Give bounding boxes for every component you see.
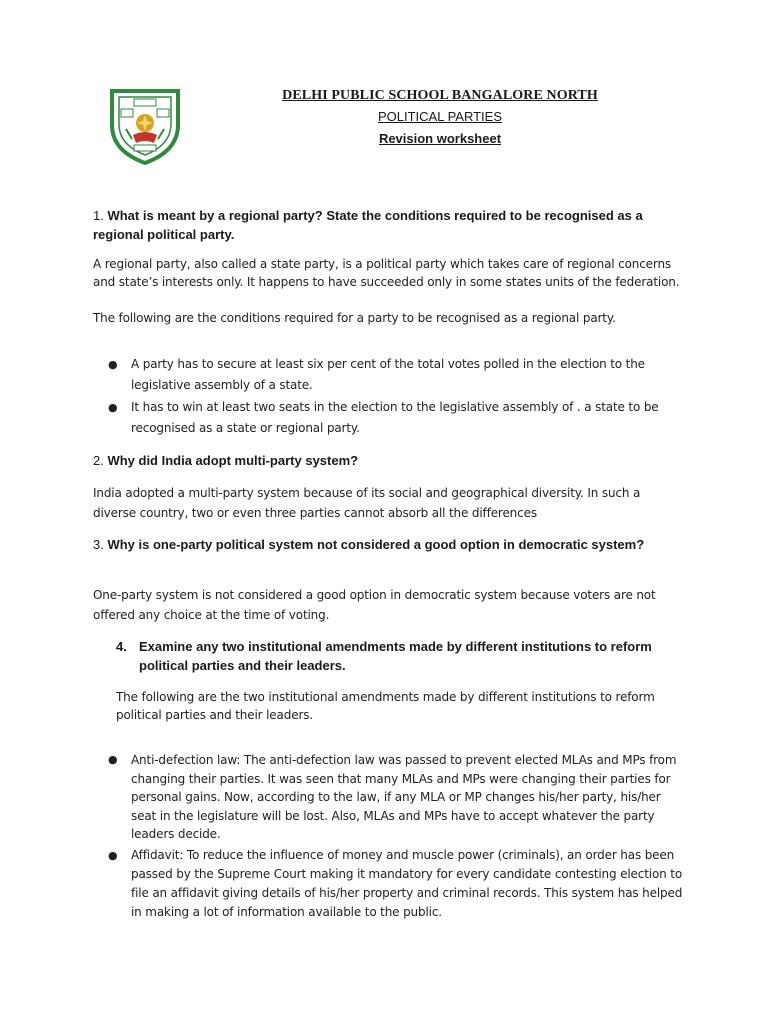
q4-amendments-list [104, 751, 684, 922]
question-number: 2. [93, 453, 104, 468]
question-4 [116, 637, 676, 675]
bullet-icon: ● [108, 753, 118, 766]
question-number: 1. [93, 208, 104, 223]
bullet-icon: ● [108, 401, 118, 414]
question-text: Why is one-party political system not considered a good option in democratic system? [103, 537, 645, 552]
answer-1-intro: The following are the conditions required for a party to be recognised as a regional party. [93, 311, 616, 325]
answer-1: A regional party, also called a state party, is a political party which takes care of regional concerns and state’s interests only. It happens to have succeeded only in some states units of the federation. [93, 257, 680, 289]
school-name: DELHI PUBLIC SCHOOL BANGALORE NORTH [282, 88, 598, 103]
question-number: 3. [93, 537, 104, 552]
worksheet-subtitle: Revision worksheet [378, 131, 502, 146]
question-text: What is meant by a regional party? State the conditions required to be recognised as a regional political party. [93, 208, 643, 242]
question-1 [93, 206, 683, 244]
answer-4: The following are the two institutional amendments made by different institutions to reform political parties and their leaders. [116, 690, 655, 722]
answer-3: One-party system is not considered a good option in democratic system because voters are not offered any choice at the time of voting. [93, 588, 656, 622]
question-number: 4. [116, 639, 127, 654]
list-item: ● It has to win at least two seats in the election to the legislative assembly of . a state to be recognised as a state or regional party. [104, 397, 684, 439]
q1-conditions-list [104, 354, 684, 439]
topic-title: POLITICAL PARTIES [377, 109, 503, 124]
question-3 [93, 535, 683, 554]
list-item: ● Anti-defection law: The anti-defection law was passed to prevent elected MLAs and MPs from changing their parties. It was seen that many MLAs and MPs were changing their parties for personal gains. Now, according to the law, if any MLA or MP changes his/her party, his/her seat in the legislature will be lost. Also, MLAs and MPs have to accept whatever the party leaders decide. [108, 753, 677, 841]
question-2 [93, 451, 683, 470]
list-item: ● Affidavit: To reduce the influence of money and muscle power (criminals), an order has been passed by the Supreme Court making it mandatory for every candidate contesting election to file an affidavit giving details of his/her property and criminal records. This system has helped in making a lot of information available to the public. [108, 847, 683, 919]
question-text: Why did India adopt multi-party system? [103, 453, 359, 468]
question-text: Examine any two institutional amendments made by different institutions to reform political parties and their leaders. [139, 639, 652, 673]
bullet-icon: ● [108, 358, 118, 371]
list-item: ● A party has to secure at least six per cent of the total votes polled in the election to the legislative assembly of a state. [104, 354, 684, 396]
answer-2: India adopted a multi-party system because of its social and geographical diversity. In such a diverse country, two or even three parties cannot absorb all the differences [93, 486, 641, 520]
bullet-icon: ● [108, 848, 118, 862]
